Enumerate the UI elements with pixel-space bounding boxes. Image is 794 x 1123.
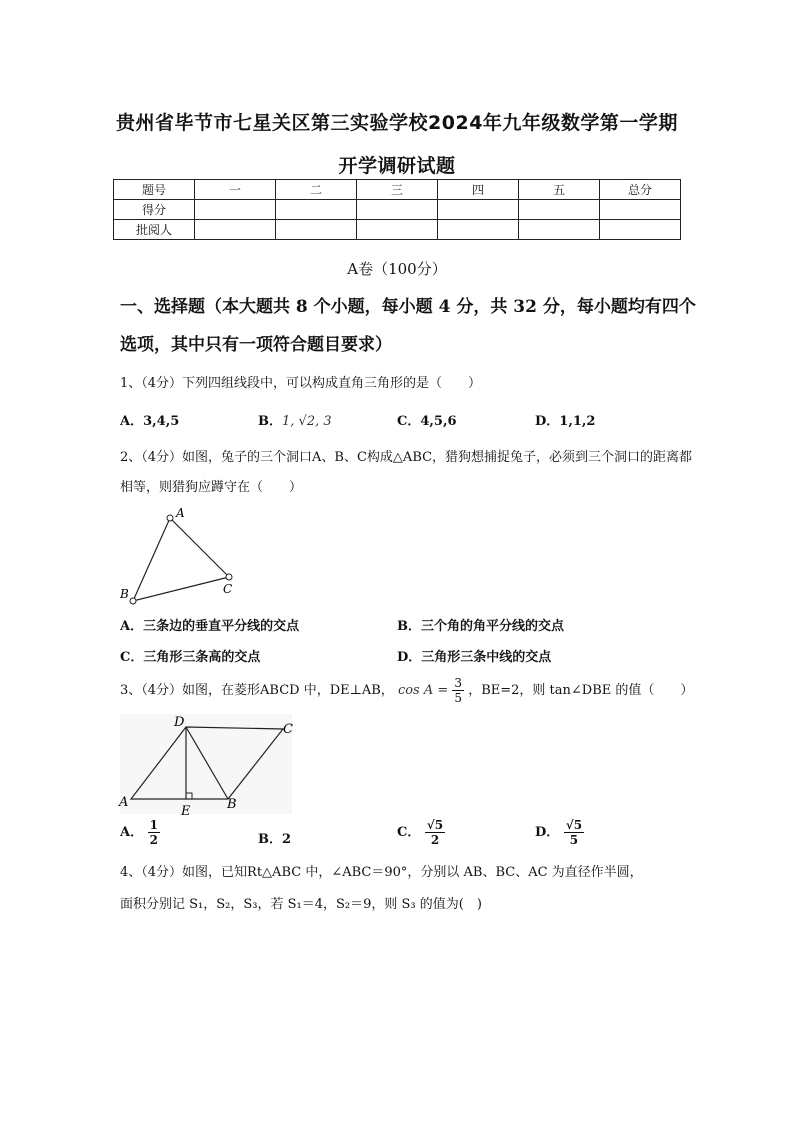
option-label: B． <box>258 832 282 847</box>
score-cell[interactable] <box>600 220 681 240</box>
option-label: B． <box>258 414 282 429</box>
vertex-label-b: B <box>227 797 237 812</box>
score-table-row <box>114 200 681 220</box>
score-cell[interactable] <box>600 200 681 220</box>
option-text: 3,4,5 <box>143 414 180 429</box>
question-1-stem: 1、（4分）下列四组线段中，可以构成直角三角形的是（ ） <box>120 376 482 391</box>
option-label: C． <box>120 650 144 665</box>
option-label: A． <box>120 619 144 634</box>
score-cell[interactable] <box>357 200 438 220</box>
score-cell[interactable] <box>357 220 438 240</box>
option-text: 三个角的角平分线的交点 <box>421 619 565 634</box>
option-fraction <box>148 818 160 847</box>
option-text: 4,5,6 <box>420 414 457 429</box>
score-header-cell: 三 <box>357 180 438 200</box>
option-label: A． <box>120 414 144 429</box>
option-text: 三角形三条中线的交点 <box>421 650 552 665</box>
score-cell[interactable] <box>519 220 600 240</box>
score-cell[interactable] <box>195 200 276 220</box>
option-label: D． <box>397 650 422 665</box>
rhombus-abcd-figure <box>115 712 295 820</box>
vertex-label-e: E <box>181 804 191 819</box>
option-label: C． <box>397 414 421 429</box>
question-4-stem-line2: 面积分别记 S₁，S₂，S₃，若 S₁＝4，S₂＝9，则 S₃ 的值为( ) <box>120 897 482 912</box>
fraction-numerator: 1 <box>149 818 158 832</box>
option-text: 三条边的垂直平分线的交点 <box>143 619 300 634</box>
score-header-cell: 总分 <box>600 180 681 200</box>
score-cell[interactable] <box>438 220 519 240</box>
q1-option-d[interactable] <box>535 410 595 429</box>
fraction-numerator: √5 <box>565 818 583 832</box>
question-4-stem-line1: 4、（4分）如图，已知Rt△ABC 中，∠ABC＝90°，分别以 AB、BC、AC 为直径作半圆， <box>120 865 643 880</box>
q3-option-a[interactable] <box>120 818 160 847</box>
q1-option-b[interactable] <box>258 410 332 429</box>
vertex-label-a: A <box>176 506 185 520</box>
option-text: 三角形三条高的交点 <box>143 650 261 665</box>
score-header-cell: 一 <box>195 180 276 200</box>
score-table-header-row <box>114 180 681 200</box>
score-row-label: 得分 <box>114 200 195 220</box>
vertex-label-c: C <box>223 582 233 596</box>
fraction-numerator: 3 <box>454 676 463 690</box>
fraction-denominator: 2 <box>149 833 158 847</box>
score-row-label: 批阅人 <box>114 220 195 240</box>
option-text: 2 <box>282 832 292 847</box>
option-text: 1,1,2 <box>559 414 596 429</box>
option-label: B． <box>397 619 421 634</box>
q3-stem-part2: ，BE=2，则 tan∠DBE 的值（ ） <box>468 683 694 698</box>
q2-option-a[interactable] <box>120 615 299 634</box>
option-label: D． <box>535 414 560 429</box>
fraction-denominator: 5 <box>454 691 463 705</box>
vertex-label-d: D <box>174 715 185 730</box>
q2-option-d[interactable] <box>397 646 551 665</box>
cos-fraction <box>452 676 464 705</box>
fraction-denominator: 5 <box>569 833 579 847</box>
score-cell[interactable] <box>195 220 276 240</box>
exam-subtitle: 开学调研试题 <box>338 155 456 177</box>
option-fraction <box>425 818 445 847</box>
q2-option-c[interactable] <box>120 646 260 665</box>
question-3-stem <box>120 675 700 707</box>
vertex-label-a: A <box>119 795 129 810</box>
fraction-numerator: √5 <box>426 818 444 832</box>
option-label: A． <box>120 825 144 840</box>
score-header-cell: 四 <box>438 180 519 200</box>
option-label: D． <box>535 825 560 840</box>
q1-option-c[interactable] <box>397 410 457 429</box>
option-label: C． <box>397 825 421 840</box>
score-header-cell: 二 <box>276 180 357 200</box>
q2-option-b[interactable] <box>397 615 564 634</box>
vertex-label-c: C <box>283 722 293 737</box>
vertex-label-b: B <box>120 587 129 601</box>
score-cell[interactable] <box>276 200 357 220</box>
q3-option-d[interactable] <box>535 818 584 847</box>
option-text: 1, √2, 3 <box>282 414 332 429</box>
score-header-cell: 五 <box>519 180 600 200</box>
score-table-row <box>114 220 681 240</box>
q3-option-b[interactable] <box>258 828 291 847</box>
q3-stem-part1: 3、（4分）如图，在菱形ABCD 中，DE⊥AB， <box>120 683 394 698</box>
score-cell[interactable] <box>438 200 519 220</box>
score-header-cell: 题号 <box>114 180 195 200</box>
hole-c-marker <box>226 574 232 580</box>
q1-option-a[interactable] <box>120 410 179 429</box>
score-cell[interactable] <box>519 200 600 220</box>
volume-heading: A卷（100分） <box>347 260 447 278</box>
cos-label: cos A = <box>397 683 449 698</box>
q3-option-c[interactable] <box>397 818 445 847</box>
score-cell[interactable] <box>276 220 357 240</box>
question-2-stem: 2、（4分）如图，兔子的三个洞口A、B、C构成△ABC，猎狗想捕捉兔子，必须到三个洞口的距离都相等，则猎狗应蹲守在（ ） <box>120 450 693 495</box>
fraction-denominator: 2 <box>430 833 440 847</box>
triangle-outline <box>133 518 229 601</box>
score-table <box>113 179 681 240</box>
exam-title: 贵州省毕节市七星关区第三实验学校2024年九年级数学第一学期 <box>116 112 678 134</box>
triangle-abc-figure <box>115 505 245 605</box>
section-heading: 一、选择题（本大题共 8 个小题，每小题 4 分，共 32 分，每小题均有四个选项，其中只有一项符合题目要求） <box>120 297 696 355</box>
option-fraction <box>564 818 584 847</box>
hole-b-marker <box>130 598 136 604</box>
hole-a-marker <box>167 515 173 521</box>
